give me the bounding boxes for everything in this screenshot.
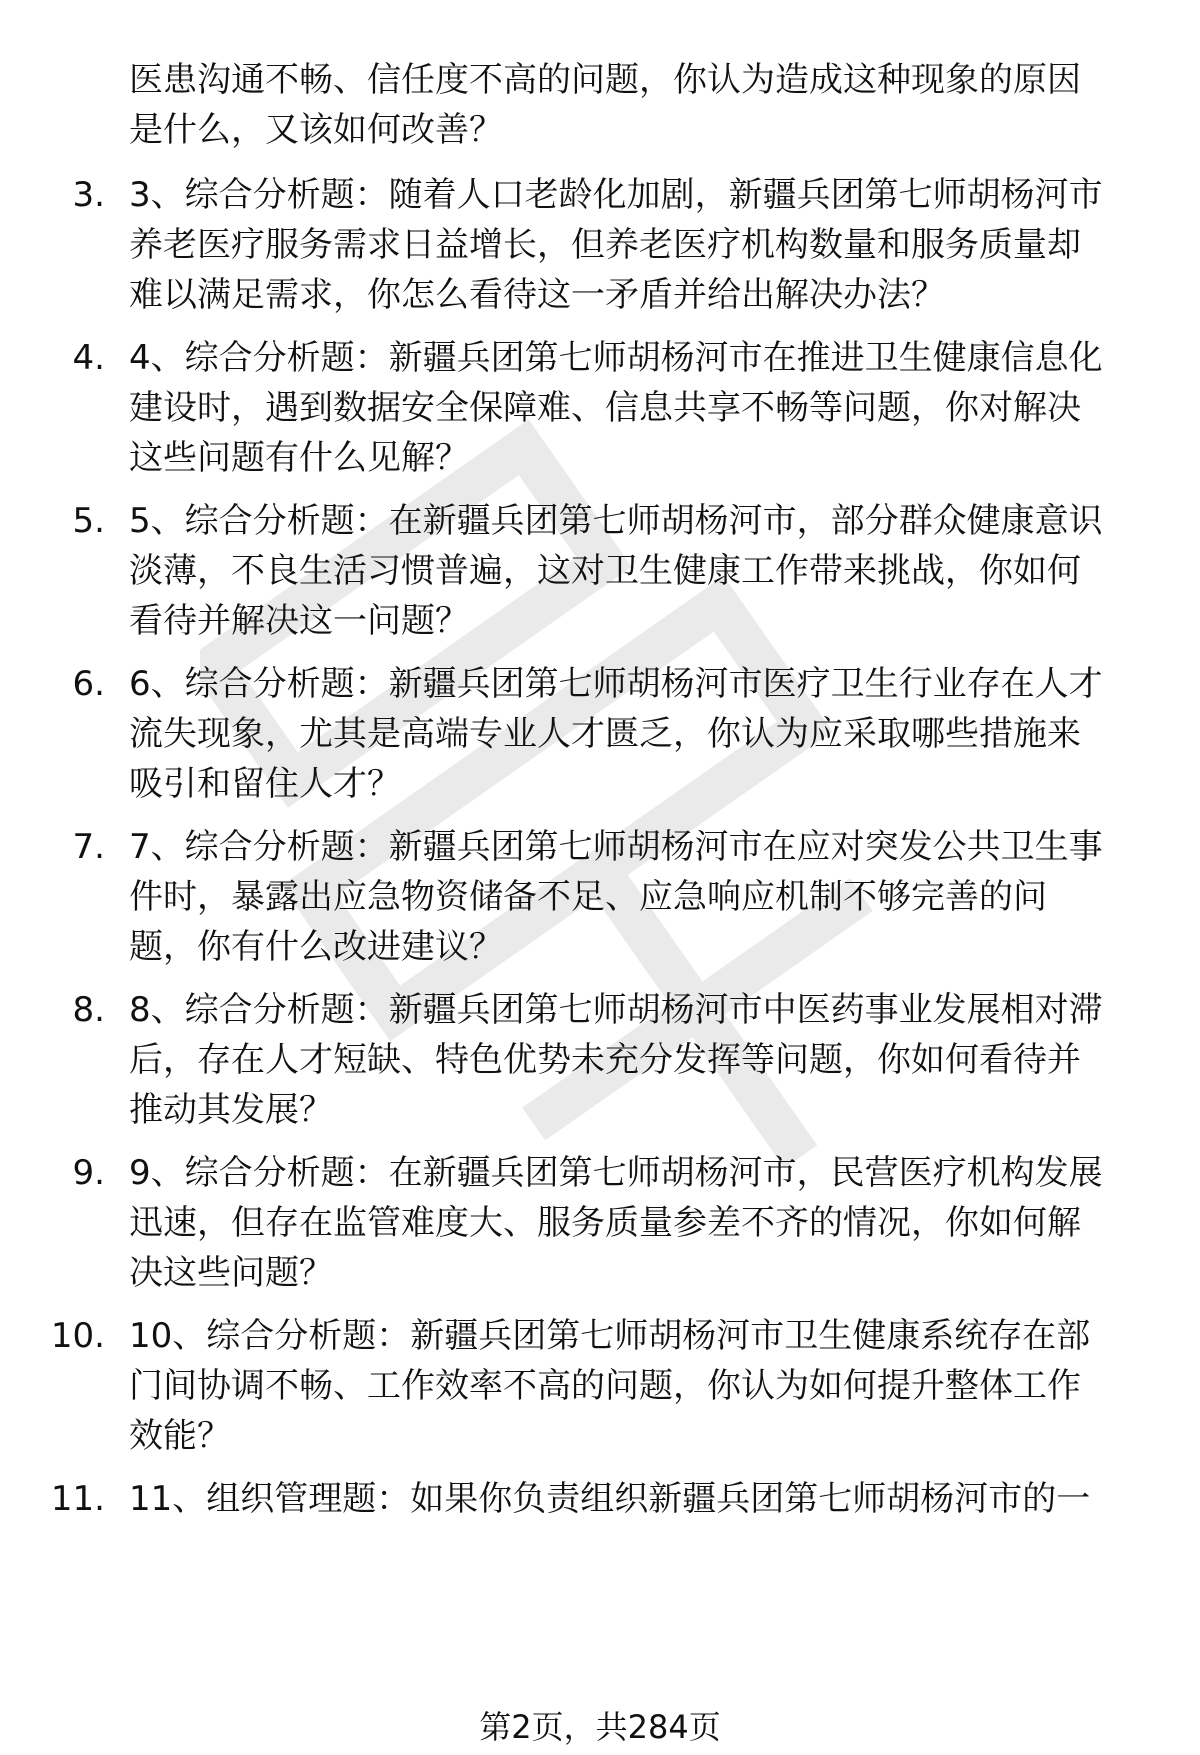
page-number-footer: 第2页，共284页 [479, 1708, 721, 1746]
item-number: 4. [72, 338, 105, 378]
text-line: 流失现象，尤其是高端专业人才匮乏，你认为应采取哪些措施来 [129, 714, 1081, 754]
item-number: 11. [50, 1479, 105, 1519]
item-number: 3. [72, 175, 105, 215]
item-number: 10. [50, 1316, 105, 1356]
text-line: 件时，暴露出应急物资储备不足、应急响应机制不够完善的问 [129, 877, 1047, 917]
text-line: 门间协调不畅、工作效率不高的问题，你认为如何提升整体工作 [129, 1366, 1081, 1406]
text-line: 看待并解决这一问题？ [129, 601, 469, 641]
text-line: 养老医疗服务需求日益增长，但养老医疗机构数量和服务质量却 [129, 225, 1081, 265]
text-line: 吸引和留住人才？ [129, 764, 401, 804]
text-line: 8、综合分析题：新疆兵团第七师胡杨河市中医药事业发展相对滞 [129, 990, 1103, 1030]
text-line: 决这些问题？ [129, 1253, 333, 1293]
item-text [129, 1474, 1164, 1524]
text-line: 9、综合分析题：在新疆兵团第七师胡杨河市，民营医疗机构发展 [129, 1153, 1103, 1193]
text-line: 效能？ [129, 1416, 231, 1456]
item-number: 6. [72, 664, 105, 704]
item-number: 7. [72, 827, 105, 867]
text-line: 题，你有什么改进建议？ [129, 927, 503, 967]
intro-text [129, 55, 1164, 155]
text-line: 4、综合分析题：新疆兵团第七师胡杨河市在推进卫生健康信息化 [129, 338, 1103, 378]
text-line: 医患沟通不畅、信任度不高的问题，你认为造成这种现象的原因 [129, 60, 1081, 100]
text-line: 是什么，又该如何改善？ [129, 110, 503, 150]
text-line: 7、综合分析题：新疆兵团第七师胡杨河市在应对突发公共卫生事 [129, 827, 1103, 867]
item-text [129, 822, 1164, 972]
item-number: 5. [72, 501, 105, 541]
text-line: 这些问题有什么见解？ [129, 438, 469, 478]
item-text [129, 333, 1164, 483]
text-line: 11、组织管理题：如果你负责组织新疆兵团第七师胡杨河市的一 [129, 1479, 1091, 1519]
text-line: 后，存在人才短缺、特色优势未充分发挥等问题，你如何看待并 [129, 1040, 1081, 1080]
text-line: 10、综合分析题：新疆兵团第七师胡杨河市卫生健康系统存在部 [129, 1316, 1091, 1356]
item-text [129, 1311, 1164, 1461]
item-text [129, 659, 1164, 809]
item-number: 8. [72, 990, 105, 1030]
text-line: 建设时，遇到数据安全保障难、信息共享不畅等问题，你对解决 [129, 388, 1081, 428]
text-line: 难以满足需求，你怎么看待这一矛盾并给出解决办法？ [129, 275, 945, 315]
text-line: 淡薄，不良生活习惯普遍，这对卫生健康工作带来挑战，你如何 [129, 551, 1081, 591]
item-text [129, 985, 1164, 1135]
text-line: 迅速，但存在监管难度大、服务质量参差不齐的情况，你如何解 [129, 1203, 1081, 1243]
text-line: 6、综合分析题：新疆兵团第七师胡杨河市医疗卫生行业存在人才 [129, 664, 1103, 704]
text-line: 推动其发展？ [129, 1090, 333, 1130]
item-text [129, 496, 1164, 646]
item-text [129, 170, 1164, 320]
text-line: 5、综合分析题：在新疆兵团第七师胡杨河市，部分群众健康意识 [129, 501, 1103, 541]
item-text [129, 1148, 1164, 1298]
text-line: 3、综合分析题：随着人口老龄化加剧，新疆兵团第七师胡杨河市 [129, 175, 1103, 215]
item-number: 9. [72, 1153, 105, 1193]
